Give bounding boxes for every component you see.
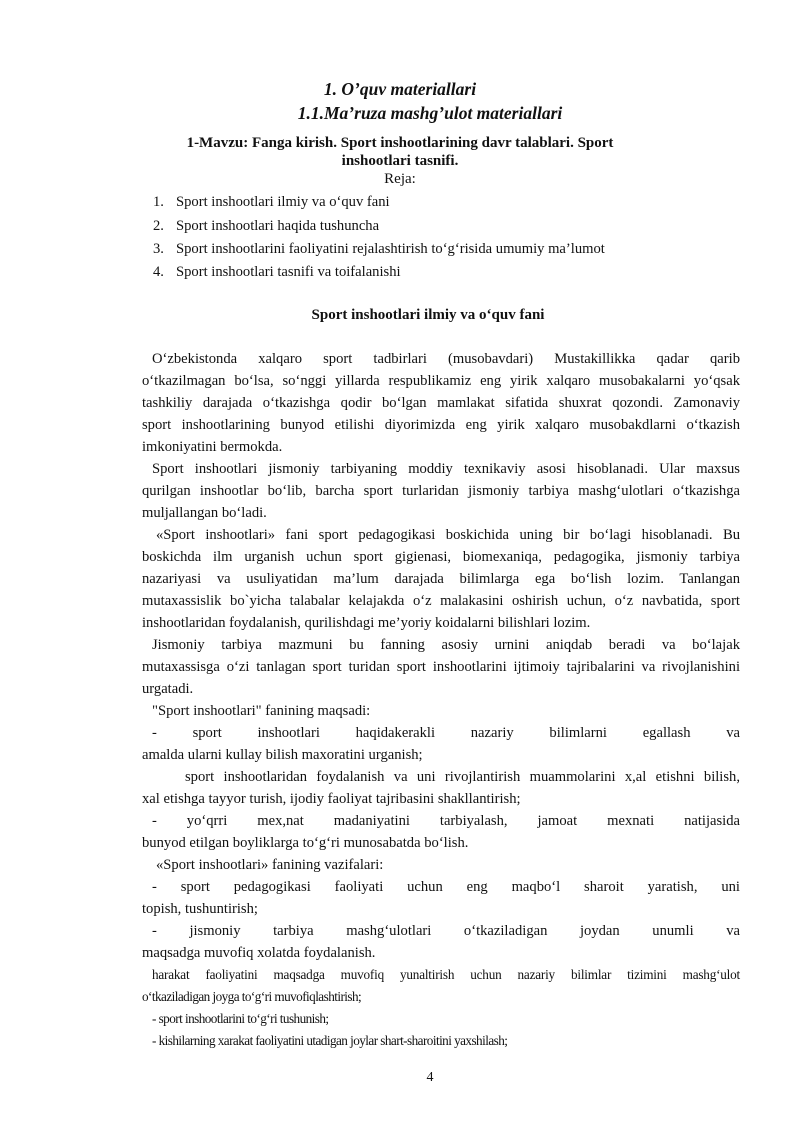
body-line: - yo‘qrri mex,nat madaniyatini tarbiyalash, jamoat mexnati natijasida xyxy=(152,813,740,829)
body-line: - jismoniy tarbiya mashg‘ulotlari o‘tkaziladigan joydan unumli va xyxy=(152,923,740,939)
body-line: imkoniyatini bermokda. xyxy=(142,439,283,455)
body-line: mutaxassisga o‘zi tanlagan sport turidan sport inshootlarini ijtimoiy tajribalarini va rivojlanishini xyxy=(142,659,740,675)
plan-item-text: Sport inshootlari tasnifi va toifalanishi xyxy=(176,264,401,280)
body-line: boskichda ilm urganish uchun sport gigienasi, biomexaniqa, pedagogika, jismoniy tarbiya xyxy=(142,549,740,565)
plan-item-text: Sport inshootlarini faoliyatini rejalashtirish to‘g‘risida umumiy ma’lumot xyxy=(176,241,605,257)
body-line: Jismoniy tarbiya mazmuni bu fanning asosiy urnini aniqdab beradi va bo‘lajak xyxy=(152,637,740,653)
plan-item-number: 2. xyxy=(153,218,164,234)
body-line: muljallangan bo‘ladi. xyxy=(142,505,267,521)
body-line: «Sport inshootlari» fani sport pedagogikasi boskichida uning bir bo‘lagi hisoblanadi. Bu xyxy=(156,527,740,543)
body-line: maqsadga muvofiq xolatda foydalanish. xyxy=(142,945,376,961)
body-line: o‘tkaziladigan joyga to‘g‘ri muvofiqlashtirish; xyxy=(142,989,362,1004)
page-number: 4 xyxy=(426,1070,434,1085)
body-line: inshootlaridan foydalanish, qurilishdagi me’yoriy koidalarni bilishlari lozim. xyxy=(142,615,591,631)
body-line: "Sport inshootlari" fanining maqsadi: xyxy=(152,703,371,719)
body-line: sport inshootlaridan foydalanish va uni rivojlantirish muammolarini x,al etishni bilish, xyxy=(185,769,740,785)
heading-line-2: 1.1.Ma’ruza mashg’ulot materiallari xyxy=(297,103,563,123)
plan-item xyxy=(153,262,401,282)
body-line: o‘tkazilmagan bo‘lsa, so‘nggi yillarda respublikamiz eng yirik xalqaro musobakalarni yo‘qsak xyxy=(142,373,740,389)
plan-item-text: Sport inshootlari haqida tushuncha xyxy=(176,218,380,234)
body-line: urgatadi. xyxy=(142,681,194,697)
heading-line-1: 1. O’quv materiallari xyxy=(323,79,477,99)
plan-label: Reja: xyxy=(384,171,416,187)
body-line: harakat faoliyatini maqsadga muvofiq yunaltirish uchun nazariy bilimlar tizimini mashg‘ulot xyxy=(152,967,740,982)
body-line: - sport pedagogikasi faoliyati uchun eng maqbo‘l sharoit yaratish, uni xyxy=(152,879,740,895)
plan-item xyxy=(153,192,390,212)
body-line: xal etishga tayyor turish, ijodiy faoliyat tajribasini shakllantirish; xyxy=(142,791,521,807)
plan-item-number: 1. xyxy=(153,194,164,210)
body-line: bunyod etilgan boyliklarga to‘g‘ri munosabatda bo‘lish. xyxy=(142,835,469,851)
body-line: «Sport inshootlari» fanining vazifalari: xyxy=(156,857,384,873)
body-line: - sport inshootlarini to‘g‘ri tushunish; xyxy=(152,1011,329,1026)
body-line: Sport inshootlari jismoniy tarbiyaning moddiy texnikaviy asosi hisoblanadi. Ular maxsus xyxy=(152,461,740,477)
body-line: nazariyasi va usuliyatidan ma’lum darajada bilimlarga ega bo‘lish lozim. Tanlangan xyxy=(142,571,740,587)
body-line: sport inshootlarining bunyod etilishi diyorimizda eng yirik xalqaro musobakdlarni o‘tkazish xyxy=(142,417,740,433)
body-line: - kishilarning xarakat faoliyatini utadigan joylar shart-sharoitini yaxshilash; xyxy=(152,1033,508,1048)
topic-title-line-2: inshootlari tasnifi. xyxy=(341,153,459,169)
plan-item-number: 3. xyxy=(153,241,164,257)
plan-item xyxy=(153,239,605,259)
plan-item-number: 4. xyxy=(153,264,164,280)
plan-item-text: Sport inshootlari ilmiy va o‘quv fani xyxy=(176,194,390,210)
body-line: mutaxassislik bo`yicha talabalar kelajakda o‘z malakasini oshirish uchun, o‘z navbatida, sport xyxy=(142,593,740,609)
body-line: tashkiliy darajada o‘tkazishga qodir bo‘lgan mamlakat sifatida shuxrat qozondi. Zamonaviy xyxy=(142,395,740,411)
body-line: qurilgan inshootlar bo‘lib, barcha sport turlaridan jismoniy tarbiya mashg‘ulotlari o‘tkazishga xyxy=(142,483,740,499)
body-line: - sport inshootlari haqidakerakli nazariy bilimlarni egallash va xyxy=(152,725,740,741)
body-line: topish, tushuntirish; xyxy=(142,901,258,917)
body-line: amalda ularni kullay bilish maxoratini urganish; xyxy=(142,747,423,763)
body-line: O‘zbekistonda xalqaro sport tadbirlari (musobavdari) Mustakillikka qadar qarib xyxy=(152,351,740,367)
section-title: Sport inshootlari ilmiy va o‘quv fani xyxy=(311,307,545,323)
plan-item xyxy=(153,216,379,236)
topic-title-line-1: 1-Mavzu: Fanga kirish. Sport inshootlarining davr talablari. Sport xyxy=(186,135,614,151)
